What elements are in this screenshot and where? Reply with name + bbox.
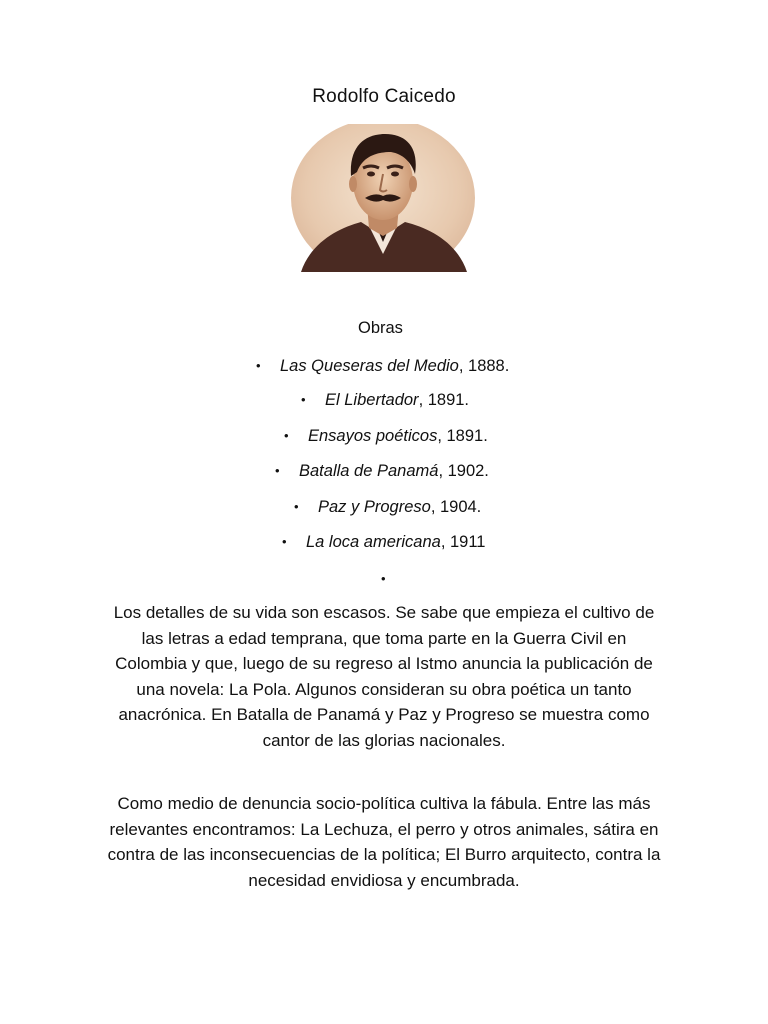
list-item	[0, 495, 768, 519]
work-title: Batalla de Panamá	[299, 462, 439, 480]
bullet-icon: •	[284, 428, 289, 443]
work-year: , 1891.	[418, 391, 470, 409]
work-title: Las Queseras del Medio	[280, 357, 459, 375]
list-item	[0, 424, 768, 448]
work-title: Ensayos poéticos	[308, 427, 438, 445]
list-item	[0, 354, 768, 378]
list-item	[0, 530, 768, 554]
list-item	[0, 459, 768, 483]
work-year: , 1904.	[430, 498, 482, 516]
bullet-icon: •	[256, 358, 261, 373]
biography-paragraph: Los detalles de su vida son escasos. Se sabe que empieza el cultivo de las letras a edad temprana, que toma parte en la Guerra Civil en Colombia y que, luego de su regreso al Istmo anuncia la publicación de una novela: La Pola. Algunos consideran su obra poética un tanto anacrónica. En Batalla de Panamá y Paz y Progreso se muestra como cantor de las glorias nacionales.	[113, 603, 655, 750]
bullet-icon: •	[275, 463, 280, 478]
work-title: El Libertador	[325, 391, 419, 409]
works-heading: Obras	[358, 319, 403, 337]
work-year: , 1902.	[438, 462, 489, 480]
empty-bullet-icon: •	[381, 571, 386, 586]
work-year: , 1891.	[437, 427, 488, 445]
work-title: Paz y Progreso	[318, 498, 431, 516]
list-item	[0, 388, 768, 412]
bullet-icon: •	[301, 392, 306, 407]
page-title: Rodolfo Caicedo	[312, 86, 456, 107]
work-year: , 1911	[440, 533, 486, 551]
work-year: , 1888.	[458, 357, 510, 375]
fables-paragraph: Como medio de denuncia socio-política cultiva la fábula. Entre las más relevantes encontramos: La Lechuza, el perro y otros animales, sátira en contra de las inconsecuencias de la política; El Burro arquitecto, contra la necesidad envidiosa y encumbrada.	[107, 794, 661, 890]
portrait-image	[291, 124, 476, 272]
bullet-icon: •	[294, 499, 299, 514]
bullet-icon: •	[282, 534, 287, 549]
work-title: La loca americana	[306, 533, 441, 551]
